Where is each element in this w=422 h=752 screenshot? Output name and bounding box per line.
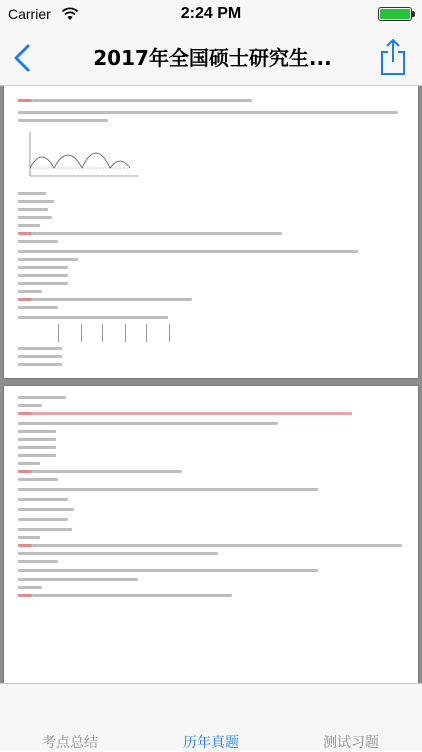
graph-figure bbox=[24, 128, 144, 186]
page-title: 2017年全国硕士研究生... bbox=[93, 46, 332, 70]
navigation-bar bbox=[0, 30, 422, 86]
chevron-left-icon bbox=[16, 46, 28, 70]
share-button[interactable] bbox=[378, 38, 408, 76]
tab-knowledge-summary[interactable]: 考点总结 bbox=[42, 734, 98, 750]
document-page bbox=[4, 386, 418, 683]
document-page bbox=[4, 86, 418, 378]
document-viewer[interactable] bbox=[0, 86, 422, 683]
status-time: 2:24 PM bbox=[180, 5, 242, 22]
tab-bar bbox=[0, 683, 422, 751]
back-button[interactable] bbox=[8, 42, 38, 74]
tab-practice-tests[interactable]: 测试习题 bbox=[323, 734, 379, 750]
battery-icon bbox=[378, 7, 412, 21]
carrier-label: Carrier bbox=[8, 6, 51, 22]
status-bar bbox=[0, 0, 422, 30]
share-icon bbox=[382, 40, 404, 74]
tab-past-exams[interactable]: 历年真题 bbox=[183, 734, 239, 750]
